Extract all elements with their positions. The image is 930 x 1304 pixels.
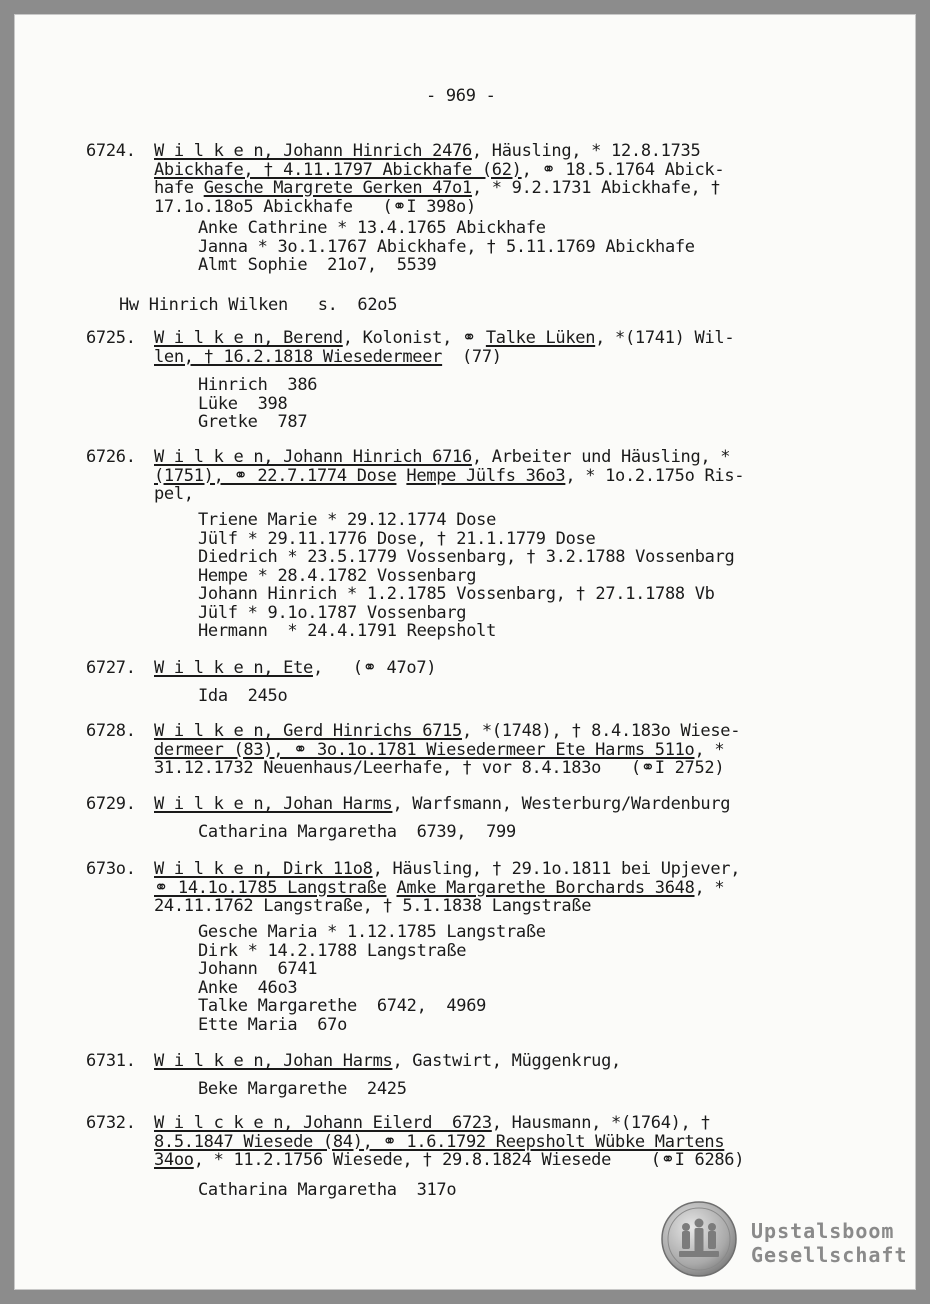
underlined-segment: len, † 16.2.1818 Wiesedermeer <box>154 346 443 367</box>
logo-line-1: Upstalsboom <box>751 1219 895 1243</box>
entry-line <box>154 467 744 486</box>
text-segment: 17.1o.18o5 Abickhafe (⚭I 398o) <box>154 196 476 217</box>
underlined-segment: Amke Margarethe Borchards 3648 <box>396 877 695 898</box>
entry-line <box>154 448 730 467</box>
child-line: Johann Hinrich * 1.2.1785 Vossenbarg, † 27.1.1788 Vb <box>198 584 715 604</box>
child-line: Triene Marie * 29.12.1774 Dose <box>198 510 497 530</box>
text-segment: , ⚭ 18.5.1764 Abick- <box>521 159 725 180</box>
text-segment: , Hausmann, *(1764), † <box>491 1113 711 1133</box>
child-line: Diedrich * 23.5.1779 Vossenbarg, † 3.2.1788 Vossenbarg <box>198 547 735 567</box>
text-segment <box>396 466 406 486</box>
underlined-segment: W i l k e n, Johan Harms <box>154 1051 393 1071</box>
underlined-segment: dermeer (83), ⚭ 3o.1o.1781 Wiesedermeer Ete Harms 511o <box>154 739 695 760</box>
child-line: Anke 46o3 <box>198 977 298 998</box>
upstalsboom-seal-icon <box>661 1201 737 1277</box>
underlined-segment: W i l k e n, Ete <box>154 658 313 678</box>
entry-number: 6724. <box>86 141 136 161</box>
underlined-segment: W i l k e n, Johann Hinrich 2476 <box>154 141 472 161</box>
child-line: Johann 6741 <box>198 959 318 979</box>
logo-line-2: Gesellschaft <box>751 1243 908 1267</box>
entry-number: 6729. <box>86 794 136 814</box>
text-segment: 31.12.1732 Neuenhaus/Leerhafe, † vor 8.4.183o (⚭I 2752) <box>154 758 725 778</box>
text-segment: pel, <box>154 484 194 504</box>
text-segment: , * 11.2.1756 Wiesede, † 29.8.1824 Wiesede (⚭I 6286) <box>193 1150 745 1170</box>
child-line: Gretke 787 <box>198 412 308 432</box>
text-segment: , Arbeiter und Häusling, * <box>471 447 731 467</box>
entry-line <box>154 722 740 741</box>
child-line: Hinrich 386 <box>198 375 318 395</box>
entry-number: 6731. <box>86 1051 136 1071</box>
text-segment: , Kolonist, ⚭ <box>342 328 486 348</box>
entry-line <box>154 179 720 198</box>
underlined-segment: W i l k e n, Berend <box>154 328 343 348</box>
page-number: - 969 - <box>426 86 496 106</box>
entry-number: 6726. <box>86 447 136 467</box>
child-line: Talke Margarethe 6742, 4969 <box>198 996 487 1016</box>
entry-line <box>154 795 730 814</box>
entry-number: 6727. <box>86 658 136 678</box>
underlined-segment: Abickhafe, † 4.11.1797 Abickhafe (62) <box>154 159 522 180</box>
child-line: Lüke 398 <box>198 393 288 414</box>
text-segment: , *(1748), † 8.4.183o Wiese- <box>461 721 741 741</box>
text-segment: , * 1o.2.175o Ris- <box>565 465 745 486</box>
child-line: Catharina Margaretha 6739, 799 <box>198 822 516 842</box>
text-segment: , (⚭ 47o7) <box>312 658 437 678</box>
entry-line <box>154 879 724 898</box>
entry-line <box>154 161 724 180</box>
underlined-segment: 8.5.1847 Wiesede (84), ⚭ 1.6.1792 Reepsholt Wübke Martens <box>154 1131 725 1152</box>
entry-line <box>154 1114 710 1133</box>
underlined-segment: W i l k e n, Gerd Hinrichs 6715 <box>154 721 462 741</box>
entry-line <box>154 659 436 678</box>
underlined-segment: W i l k e n, Johann Hinrich 6716 <box>154 447 472 467</box>
text-segment: 24.11.1762 Langstraße, † 5.1.1838 Langstraße <box>154 896 592 916</box>
text-segment <box>387 878 397 898</box>
child-line: Ida 245o <box>198 686 288 706</box>
text-segment: , Häusling, † 29.1o.1811 bei Upjever, <box>372 859 741 879</box>
text-segment: , Warfsmann, Westerburg/Wardenburg <box>392 794 731 814</box>
child-line: Dirk * 14.2.1788 Langstraße <box>198 940 467 961</box>
entry-line <box>154 1151 744 1170</box>
entry-line <box>154 741 724 760</box>
entry-line <box>154 1052 621 1071</box>
text-segment: , *(1741) Wil- <box>595 328 735 348</box>
text-segment: (77) <box>442 346 502 367</box>
entry-line <box>154 860 740 879</box>
child-line: Jülf * 29.11.1776 Dose, † 21.1.1779 Dose <box>198 528 596 549</box>
child-line: Hempe * 28.4.1782 Vossenbarg <box>198 565 477 586</box>
entry-number: 6732. <box>86 1113 136 1133</box>
child-line: Hermann * 24.4.1791 Reepsholt <box>198 621 497 641</box>
text-segment: , Häusling, * 12.8.1735 <box>471 141 701 161</box>
underlined-segment: ⚭ 14.1o.1785 Langstraße <box>154 877 387 898</box>
child-line: Janna * 3o.1.1767 Abickhafe, † 5.11.1769 Abickhafe <box>198 236 695 257</box>
underlined-segment: Gesche Margrete Gerken 47o1 <box>203 178 472 198</box>
document-page <box>14 14 916 1290</box>
text-segment: hafe <box>154 178 204 198</box>
underlined-segment: 34oo <box>154 1150 194 1170</box>
underlined-segment: (1751), ⚭ 22.7.1774 Dose <box>154 465 397 486</box>
cross-reference-line: Hw Hinrich Wilken s. 62o5 <box>119 295 398 315</box>
entry-number: 673o. <box>86 859 136 879</box>
underlined-segment: Talke Lüken <box>485 328 596 348</box>
entry-line <box>154 198 476 217</box>
text-segment: , Gastwirt, Müggenkrug, <box>392 1051 621 1071</box>
child-line: Almt Sophie 21o7, 5539 <box>198 255 437 275</box>
underlined-segment: Hempe Jülfs 36o3 <box>406 465 566 486</box>
entry-number: 6728. <box>86 721 136 741</box>
child-line: Jülf * 9.1o.1787 Vossenbarg <box>198 602 467 623</box>
child-line: Ette Maria 67o <box>198 1014 348 1035</box>
text-segment: , * 9.2.1731 Abickhafe, † <box>471 178 721 198</box>
entry-line <box>154 142 700 161</box>
child-line: Anke Cathrine * 13.4.1765 Abickhafe <box>198 218 546 238</box>
child-line: Beke Margarethe 2425 <box>198 1079 407 1099</box>
entry-line <box>154 485 194 504</box>
underlined-segment: W i l k e n, Johan Harms <box>154 794 393 814</box>
typed-text-area <box>14 14 916 1290</box>
entry-number: 6725. <box>86 328 136 348</box>
child-line: Gesche Maria * 1.12.1785 Langstraße <box>198 922 546 942</box>
entry-line <box>154 348 502 367</box>
text-segment: , * <box>694 877 725 898</box>
underlined-segment: W i l c k e n, Johann Eilerd 6723 <box>154 1113 492 1133</box>
entry-line <box>154 329 734 348</box>
entry-line <box>154 759 724 778</box>
entry-line <box>154 897 591 916</box>
underlined-segment: W i l k e n, Dirk 11o8 <box>154 859 373 879</box>
entry-line <box>154 1133 724 1152</box>
text-segment: , * <box>694 739 725 760</box>
child-line: Catharina Margaretha 317o <box>198 1180 457 1200</box>
